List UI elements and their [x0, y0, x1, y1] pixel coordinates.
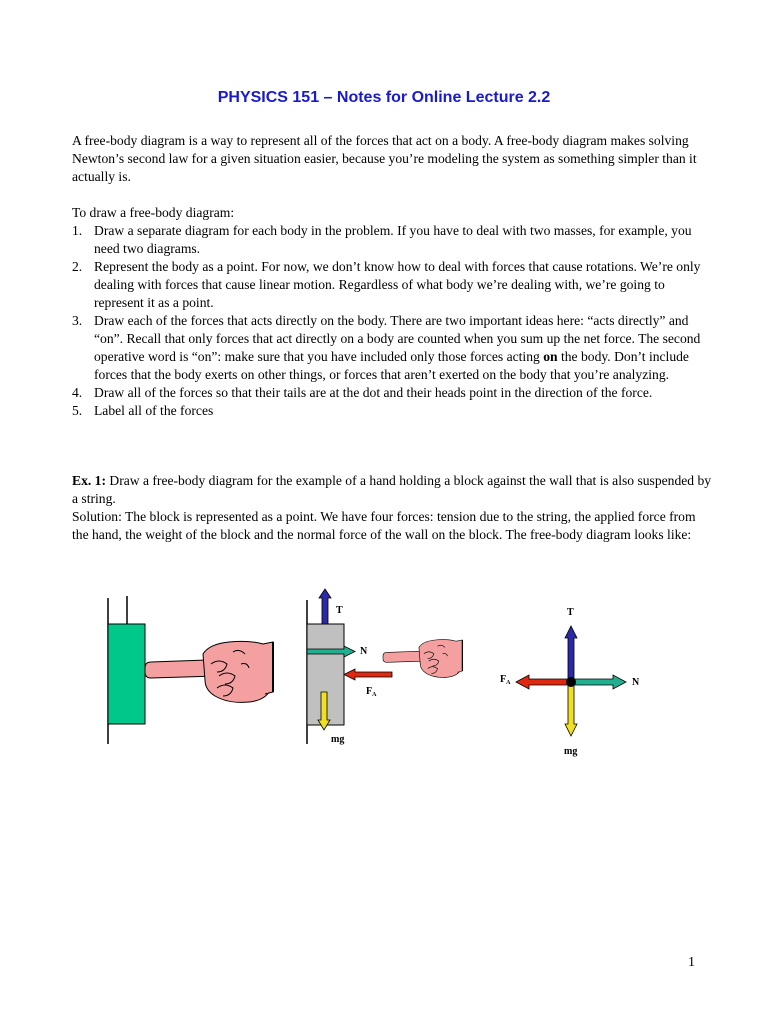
applied-label-sub: A: [372, 692, 377, 698]
free-body-diagrams: [0, 580, 768, 780]
step-text: Label all of the forces: [94, 403, 214, 418]
intro-paragraph: A free-body diagram is a way to represent all of the forces that act on a body. A free-body diagram makes solving Newton’s second law for a given situation easier, because you’re modeling the system as something simpler than it actually is.: [72, 133, 697, 184]
page-title: PHYSICS 151 – Notes for Online Lecture 2.2: [217, 89, 551, 106]
step-item: [72, 312, 704, 384]
applied-label-sub: A: [506, 680, 511, 686]
step-number: 2.: [72, 259, 83, 274]
step-bold-word: on: [543, 349, 558, 364]
step-item: [72, 258, 704, 312]
tension-arrow: [319, 589, 331, 624]
step-number: 1.: [72, 223, 83, 238]
applied-label: [366, 686, 377, 698]
step-text: Draw a separate diagram for each body in the problem. If you have to deal with two masses, for example, you need two diagrams.: [94, 223, 692, 256]
step-text: the body. Don’t include forces that the body exerts on other things, or forces that aren’t exerted on the body that you’re analyzing.: [94, 349, 689, 382]
normal-label: N: [632, 677, 640, 688]
step-text: Draw each of the forces that acts directly on the body. There are two important ideas here: “acts directly” and “on”. Recall that only forces that act directly on a body are counted when you sum up the net force. The second operative word is “on”: make sure that you have included only those forces acting: [94, 313, 701, 364]
example-text: Draw a free-body diagram for the example of a hand holding a block against the wall that is also suspended by a string.: [72, 473, 712, 506]
step-text: Represent the body as a point. For now, we don’t know how to deal with forces that cause rotations. We’re only dealing with forces that cause linear motion. Regardless of what body we’re dealing with, we’re going to represent it as a point.: [94, 259, 701, 310]
applied-arrow: [344, 669, 392, 680]
weight-label: mg: [331, 734, 345, 745]
diagram-scene-1: [108, 596, 273, 744]
weight-label: mg: [564, 746, 578, 757]
step-item: [72, 384, 704, 402]
block: [108, 624, 145, 724]
example-paragraph: [72, 472, 712, 508]
hand-illustration: [383, 640, 462, 678]
tension-label: T: [567, 607, 574, 618]
step-item: [72, 222, 704, 258]
step-item: [72, 402, 704, 420]
hand-illustration: [145, 641, 273, 702]
diagram-scene-3: [500, 607, 640, 757]
normal-arrow: [571, 675, 626, 689]
applied-label-f: F: [366, 686, 373, 697]
steps-list: [72, 222, 704, 420]
applied-label-f: F: [500, 674, 507, 685]
step-number: 5.: [72, 403, 83, 418]
applied-arrow: [516, 675, 571, 689]
step-text: Draw all of the forces so that their tails are at the dot and their heads point in the direction of the force.: [94, 385, 653, 400]
tension-arrow: [565, 626, 577, 682]
normal-label: N: [360, 646, 368, 657]
body-point: [566, 677, 576, 687]
step-number: 4.: [72, 385, 83, 400]
page-number: 1: [688, 955, 695, 970]
example-label: Ex. 1:: [72, 473, 106, 488]
steps-heading: To draw a free-body diagram:: [72, 205, 235, 220]
solution-paragraph: Solution: The block is represented as a point. We have four forces: tension due to the string, the applied force from the hand, the weight of the block and the normal force of the wall on the block. The free-body diagram looks like:: [72, 509, 696, 542]
applied-label: [500, 674, 511, 686]
diagram-scene-2: [307, 589, 462, 745]
tension-label: T: [336, 605, 343, 616]
weight-arrow: [565, 682, 577, 736]
step-number: 3.: [72, 313, 83, 328]
